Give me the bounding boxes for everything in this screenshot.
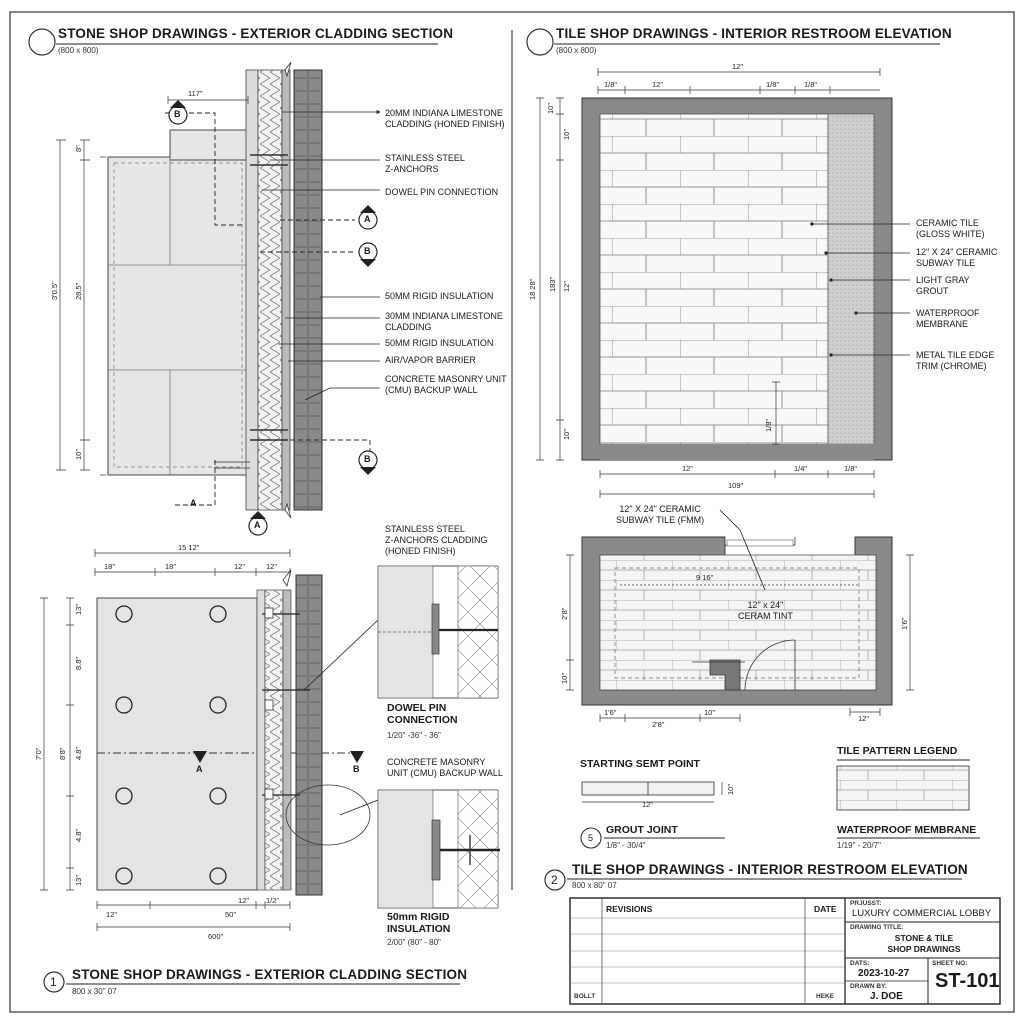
detail-insulation-label: 50mm RIGID INSULATION [387,911,451,935]
tile-dim-left-mid: 183" [548,276,557,292]
tile-footer-number: 2 [551,873,558,887]
title-block-bottom-left: BOLLT [574,993,596,1000]
callout-limestone-20mm: 20MM INDIANA LIMESTONE CLADDING (HONED FINISH) [385,108,505,129]
tile-dim-left-outer: 18 28" [528,278,537,300]
detail-dowel-label: DOWEL PIN CONNECTION [387,702,458,726]
callout-cmu-backup: CONCRETE MASONRY UNIT (CMU) BACKUP WALL [385,374,507,395]
callout-limestone-30mm: 30MM INDIANA LIMESTONE CLADDING [385,311,503,332]
elev-dim-bottom-1: 12" [106,910,118,919]
tile-dim-bottom-3: 1/8" [844,464,858,473]
section-marker-b-right: B [364,246,371,256]
tile-dim-overall-bottom: 109" [728,481,744,490]
stone-footer-number: 1 [50,975,57,989]
tile-dim-bottom-1: 12" [682,464,694,473]
callout-dowel-pin: DOWEL PIN CONNECTION [385,187,499,197]
plan-dim-bottom-3: 10" [704,708,716,717]
tile-elevation-title: TILE SHOP DRAWINGS - INTERIOR RESTROOM ELEVATION [556,26,952,41]
section-marker-a-bottom: A [254,520,261,530]
tile-callout-grout: LIGHT GRAY GROUT [916,275,970,296]
date-column-label: DATE [814,904,837,914]
project-name: LUXURY COMMERCIAL LOBBY [852,908,992,919]
section-marker-a-left: A [190,498,197,508]
tile-dim-overall-top: 12" [732,62,744,71]
elev-dim-bottom-2: 50" [225,910,237,919]
tile-footer-title: TILE SHOP DRAWINGS - INTERIOR RESTROOM ELEVATION [572,862,968,877]
tile-dim-left-4: 10" [562,428,571,440]
legend-starting-point: STARTING SEMT POINT [580,758,700,770]
plan-dim-bottom-2: 2'8" [652,720,665,729]
callout-air-vapor-barrier: AIR/VAPOR BARRIER [385,355,476,365]
revisions-label: REVISIONS [606,904,653,914]
section-marker-b-top: B [174,109,181,119]
section-marker-a-right: A [364,214,371,224]
sheet-no-label: SHEET NO: [932,960,968,967]
elev-dim-left-5: 13" [74,874,83,886]
detail-z-anchor-label: STAINLESS STEEL Z-ANCHORS CLADDING (HONED FINISH) [385,524,488,556]
plan-dim-left: 2'8" [560,607,569,620]
plan-inner-dim: 9 16" [696,573,714,582]
elev-dim-top-4: 12" [266,562,278,571]
tile-callout-membrane: WATERPROOF MEMBRANE [916,308,980,329]
stone-section-title: STONE SHOP DRAWINGS - EXTERIOR CLADDING SECTION [58,26,454,41]
section-marker-b-bottom: B [364,454,371,464]
elev-dim-left-2: 8.8" [74,656,83,670]
tile-dim-bottom-2: 1/4" [794,464,808,473]
tile-dim-left-1: 10" [546,102,555,114]
tile-dim-top-3: 1/8" [766,80,780,89]
legend-title: TILE PATTERN LEGEND [837,745,958,757]
elev-dim-overall-top: 15 12" [178,543,200,552]
tile-dim-top-1: 1/8" [604,80,618,89]
date-field-label: DATS: [850,960,870,967]
tile-dim-left-3: 12" [562,280,571,292]
date-value: 2023-10-27 [858,968,910,979]
title-block-bottom-mid: HEKE [816,993,835,1000]
elev-dim-left-1: 13" [74,603,83,615]
dim-left-outer: 3'0.5" [50,281,59,300]
membrane-title: WATERPROOF MEMBRANE [837,824,977,836]
elev-marker-b: B [353,764,360,774]
drawing-title: STONE & TILE SHOP DRAWINGS [887,933,961,954]
legend-starting-dim-v: 10" [726,783,735,795]
dim-left-bottom: 10" [74,448,83,460]
tile-dim-vertical-inner: 1/8" [764,418,773,432]
elev-dim-top-3: 12" [234,562,246,571]
drawing-title-label: DRAWING TITLE: [850,924,904,931]
tile-callout-ceramic: CERAMIC TILE (GLOSS WHITE) [916,218,985,239]
elev-dim-bottom-3: 12" [238,896,250,905]
detail-cmu-label: CONCRETE MASONRY UNIT (CMU) BACKUP WALL [387,757,503,778]
plan-dim-left-bottom: 10" [560,672,569,684]
project-label: PRJUSST: [850,900,882,907]
elev-dim-top-2: 18" [165,562,177,571]
drawn-by-label: DRAWN BY: [850,983,888,990]
grout-number: 5 [588,833,594,843]
elev-dim-left-outer: 7'0" [34,747,43,760]
detail-dowel-scale: 1/20" -36" - 36" [387,731,441,740]
stone-footer-scale: 800 x 30" 07 [72,987,117,996]
stone-footer-title: STONE SHOP DRAWINGS - EXTERIOR CLADDING SECTION [72,967,468,982]
tile-callout-edge-trim: METAL TILE EDGE TRIM (CHROME) [916,350,995,371]
tile-dim-top-2: 12" [652,80,664,89]
drawn-by-value: J. DOE [870,991,903,1002]
tile-elevation-scale: (800 x 800) [556,46,597,55]
grout-joint-scale: 1/8" - 30/4" [606,841,646,850]
callout-rigid-insulation-1: 50MM RIGID INSULATION [385,291,494,301]
stone-section-scale: (800 x 800) [58,46,99,55]
elev-dim-left-3: 4.8" [74,746,83,760]
elev-dim-overall-bottom: 600" [208,932,224,941]
tile-callout-subway: 12" X 24" CERAMIC SUBWAY TILE [916,247,998,268]
plan-top-callout: 12" X 24" CERAMIC SUBWAY TILE (FMM) [616,504,705,525]
legend-starting-dim: 12" [642,800,654,809]
elev-dim-left-4: 4.8" [74,828,83,842]
elev-dim-bottom-4: 1/2" [266,896,280,905]
plan-dim-bottom-4: 12" [858,714,870,723]
tile-dim-left-2: 10" [562,128,571,140]
dim-top: 117" [188,89,203,98]
dim-left-top: 8" [74,145,83,152]
plan-dim-right: 1'6" [900,617,909,630]
detail-insulation-scale: 2/00" (80" - 80" [387,938,441,947]
elev-dim-left-mid: 8'8" [58,747,67,760]
plan-dim-bottom-1: 1'6" [604,708,617,717]
elev-dim-top-1: 18" [104,562,116,571]
dim-left-inner: 28.5" [74,282,83,300]
grout-joint-title: GROUT JOINT [606,824,678,836]
plan-center-label: 12" x 24" CERAM TINT [738,600,793,621]
tile-footer-scale: 800 x 80" 07 [572,881,617,890]
tile-dim-top-4: 1/8" [804,80,818,89]
sheet-number: ST-101 [935,970,1000,992]
elev-marker-a: A [196,764,203,774]
callout-rigid-insulation-2: 50MM RIGID INSULATION [385,338,494,348]
callout-z-anchors: STAINLESS STEEL Z-ANCHORS [385,153,465,174]
membrane-scale: 1/19" - 20/7" [837,841,881,850]
